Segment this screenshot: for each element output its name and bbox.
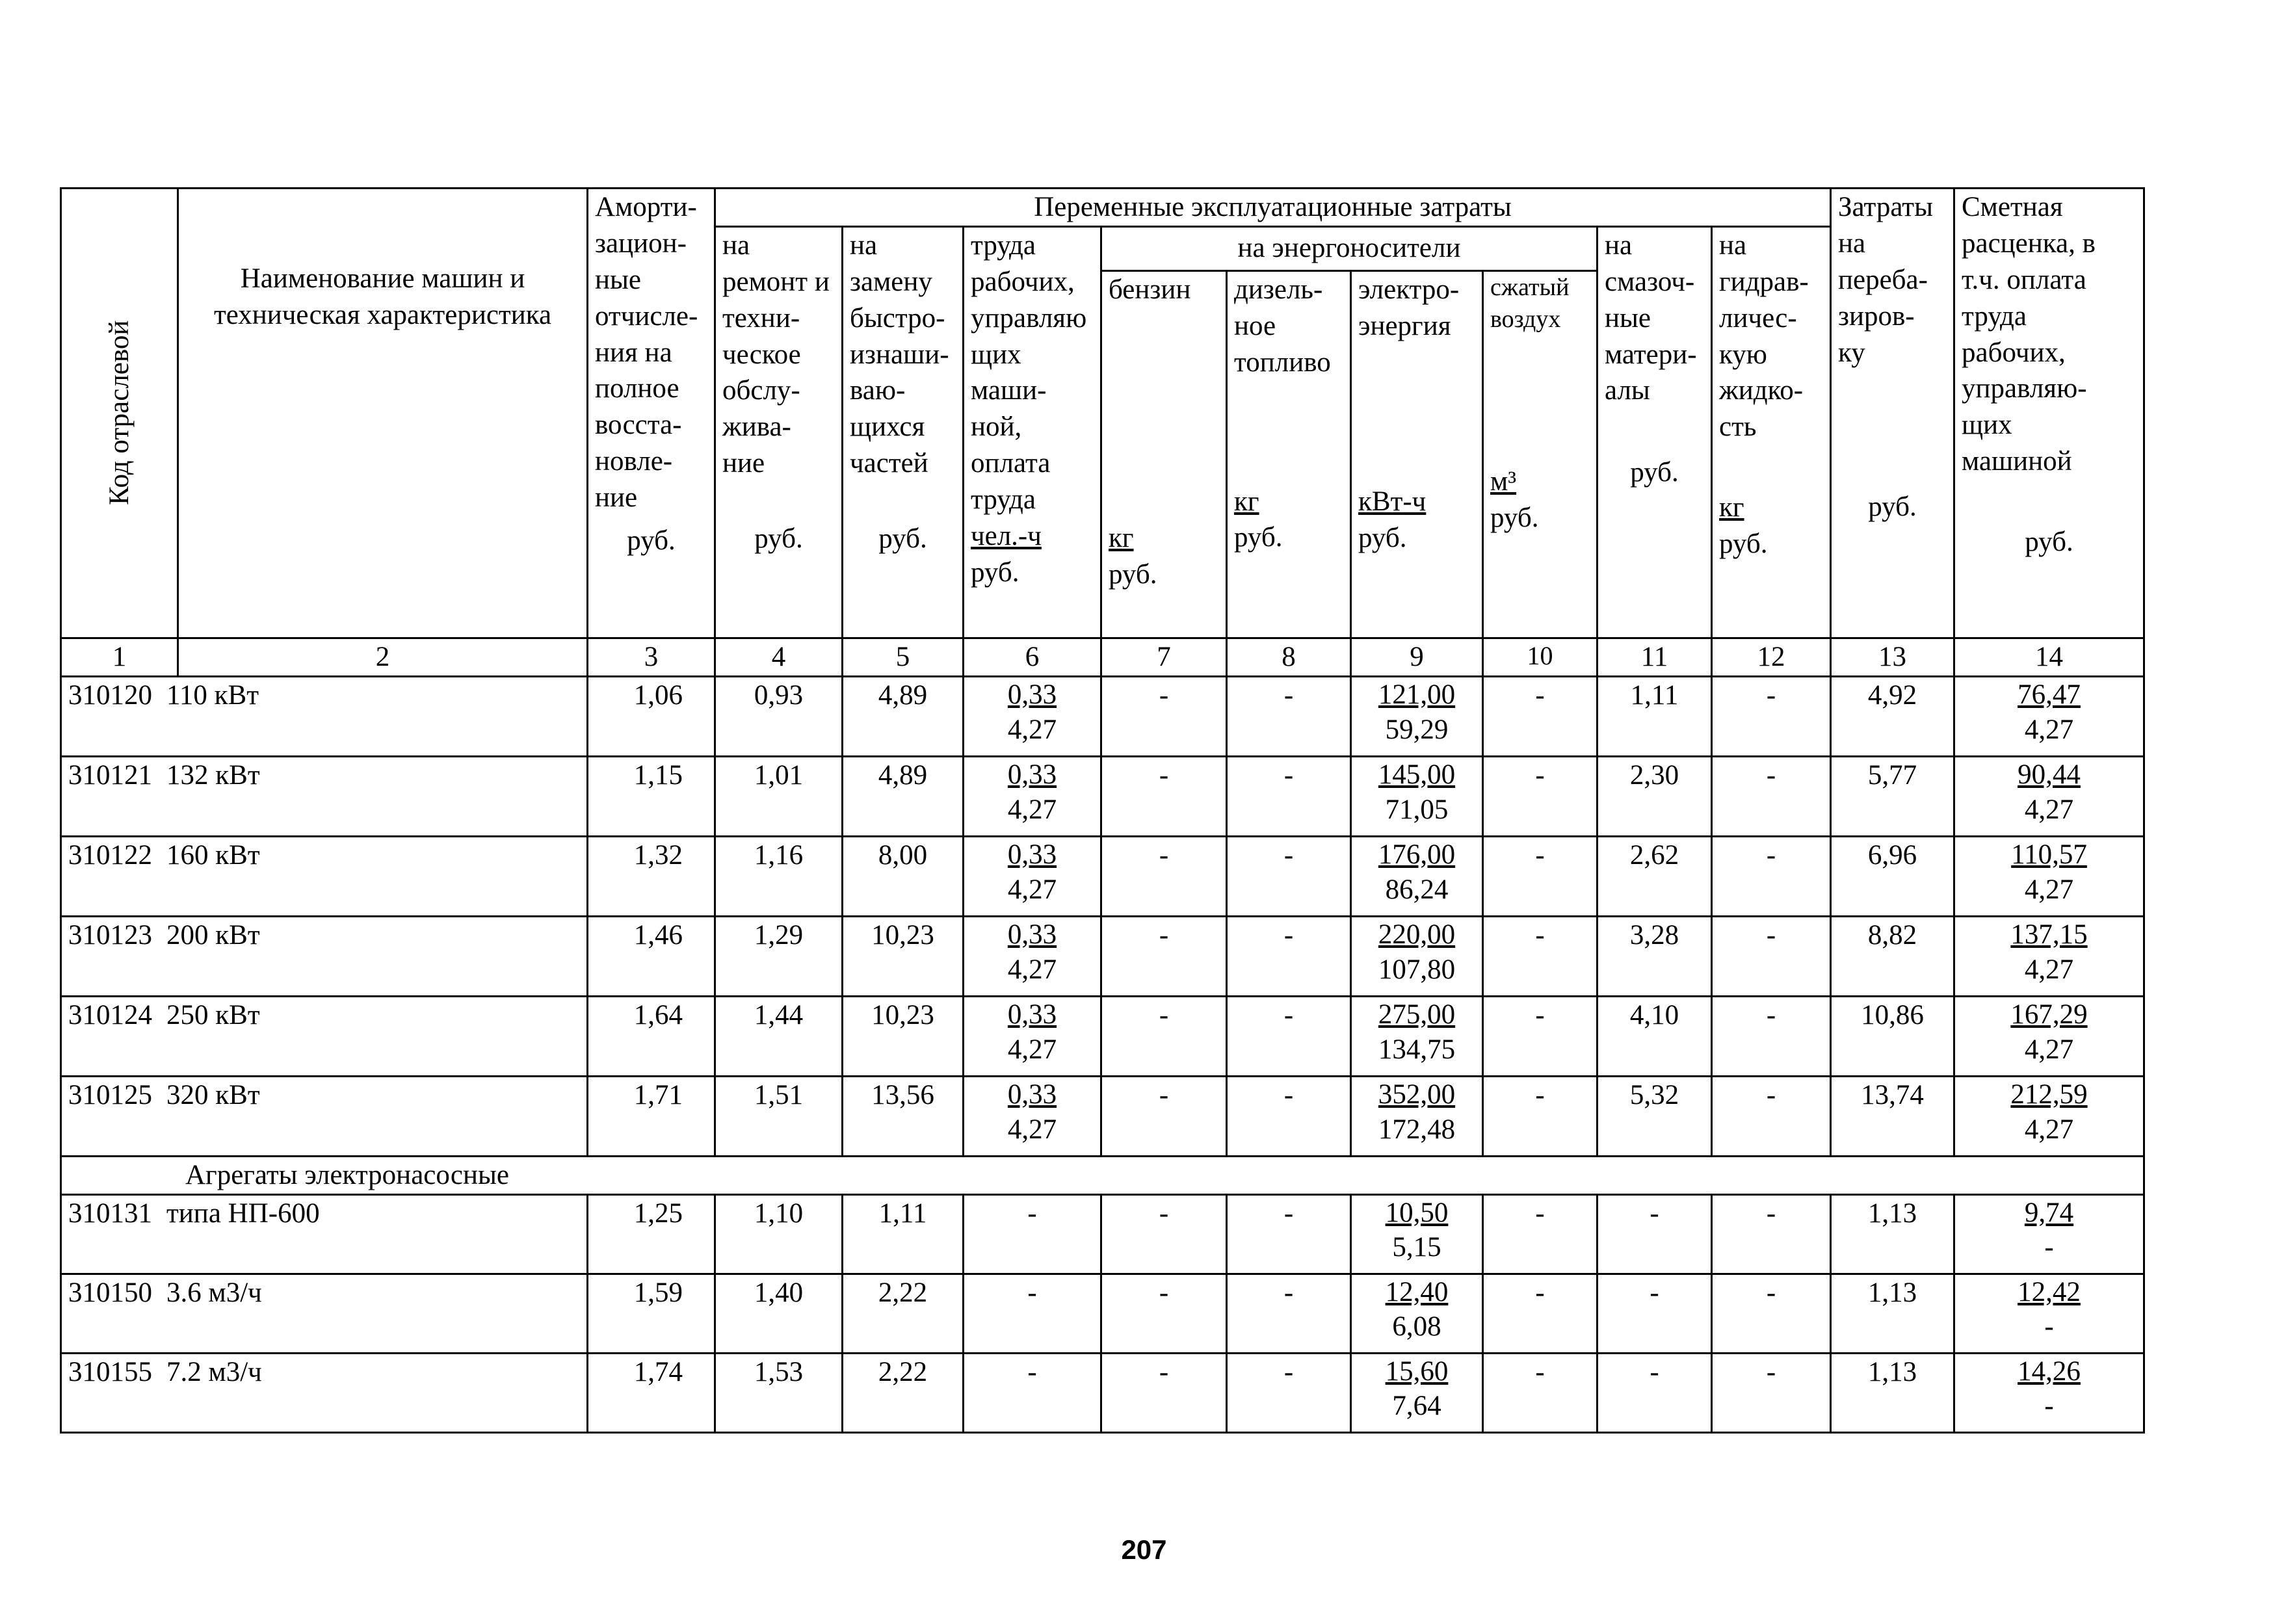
air-value: - xyxy=(1483,996,1598,1076)
header-parts: на замену быстро- изнаши- ваю- щихся частей руб. xyxy=(843,226,964,638)
labor-value: - xyxy=(964,1353,1101,1432)
air-value: - xyxy=(1483,836,1598,916)
table-row xyxy=(61,676,2144,756)
header-air: сжатый воздух м³ руб. xyxy=(1483,270,1598,638)
petrol-value: - xyxy=(1101,916,1227,996)
labor-value: $\frac{0,33}{4,27}$ xyxy=(1007,679,1057,745)
parts-value: 2,22 xyxy=(843,1353,964,1432)
hydraulic-value: - xyxy=(1712,916,1831,996)
hydraulic-value: - xyxy=(1712,756,1831,836)
petrol-value: - xyxy=(1101,676,1227,756)
rate-value: $\frac{212,59}{4,27}$ xyxy=(2010,1079,2088,1145)
labor-cell xyxy=(964,1076,1101,1156)
hydraulic-value: - xyxy=(1712,1076,1831,1156)
header-name: Наименование машин и техническая характеристика xyxy=(178,189,588,638)
electric-value: $\frac{220,00}{107,80}$ xyxy=(1378,919,1456,985)
machine-name: 110 кВт xyxy=(166,679,259,711)
relocation-value: 1,13 xyxy=(1831,1353,1954,1432)
labor-cell xyxy=(964,756,1101,836)
diesel-value: - xyxy=(1227,1274,1351,1353)
rate-cell xyxy=(1954,1076,2144,1156)
relocation-value: 6,96 xyxy=(1831,836,1954,916)
header-hydraulic: на гидрав- личес- кую жидко- сть кг руб. xyxy=(1712,226,1831,638)
electric-cell xyxy=(1351,1076,1483,1156)
rate-value: $\frac{167,29}{4,27}$ xyxy=(2010,999,2088,1065)
amort-value: 1,06 xyxy=(588,676,715,756)
relocation-value: 10,86 xyxy=(1831,996,1954,1076)
rate-cell xyxy=(1954,916,2144,996)
lube-value: 2,30 xyxy=(1598,756,1712,836)
rate-value: $\frac{12,42}{-}$ xyxy=(2018,1276,2081,1342)
machine-cell xyxy=(61,836,588,916)
table-row xyxy=(61,756,2144,836)
repair-value: 1,51 xyxy=(715,1076,843,1156)
hydraulic-value: - xyxy=(1712,676,1831,756)
diesel-value: - xyxy=(1227,676,1351,756)
rate-value: $\frac{76,47}{4,27}$ xyxy=(2018,679,2081,745)
machine-cell xyxy=(61,996,588,1076)
rate-cell xyxy=(1954,836,2144,916)
hydraulic-value: - xyxy=(1712,1274,1831,1353)
rate-value: $\frac{9,74}{-}$ xyxy=(2024,1197,2074,1263)
lube-value: - xyxy=(1598,1274,1712,1353)
petrol-value: - xyxy=(1101,996,1227,1076)
repair-value: 1,44 xyxy=(715,996,843,1076)
parts-value: 2,22 xyxy=(843,1274,964,1353)
relocation-value: 8,82 xyxy=(1831,916,1954,996)
machine-cell xyxy=(61,1274,588,1353)
hydraulic-value: - xyxy=(1712,996,1831,1076)
machine-name: типа НП-600 xyxy=(166,1198,320,1229)
hydraulic-value: - xyxy=(1712,1194,1831,1274)
electric-value: $\frac{275,00}{134,75}$ xyxy=(1378,999,1456,1065)
hydraulic-value: - xyxy=(1712,836,1831,916)
rate-value: $\frac{137,15}{4,27}$ xyxy=(2010,919,2088,985)
section-row xyxy=(61,1156,2144,1194)
diesel-value: - xyxy=(1227,756,1351,836)
machine-code: 310131 xyxy=(68,1198,152,1229)
machine-cell xyxy=(61,1194,588,1274)
rates-table xyxy=(60,187,2145,1434)
repair-value: 1,10 xyxy=(715,1194,843,1274)
relocation-value: 1,13 xyxy=(1831,1194,1954,1274)
diesel-value: - xyxy=(1227,916,1351,996)
machine-code: 310123 xyxy=(68,919,152,950)
diesel-value: - xyxy=(1227,996,1351,1076)
electric-cell xyxy=(1351,676,1483,756)
amort-value: 1,15 xyxy=(588,756,715,836)
table-row xyxy=(61,1076,2144,1156)
rate-value: $\frac{90,44}{4,27}$ xyxy=(2018,759,2081,825)
electric-cell xyxy=(1351,1274,1483,1353)
rate-cell xyxy=(1954,756,2144,836)
repair-value: 1,29 xyxy=(715,916,843,996)
petrol-value: - xyxy=(1101,1353,1227,1432)
parts-value: 13,56 xyxy=(843,1076,964,1156)
header-repair: на ремонт и техни- ческое обслу- жива- ние руб. xyxy=(715,226,843,638)
header-variable-costs: Переменные эксплуатационные затраты xyxy=(715,189,1831,227)
header-lube: на смазоч- ные матери- алы руб. xyxy=(1598,226,1712,638)
electric-value: $\frac{145,00}{71,05}$ xyxy=(1378,759,1456,825)
electric-value: $\frac{10,50}{5,15}$ xyxy=(1385,1197,1449,1263)
petrol-value: - xyxy=(1101,836,1227,916)
table-row xyxy=(61,1353,2144,1432)
parts-value: 8,00 xyxy=(843,836,964,916)
machine-code: 310150 xyxy=(68,1277,152,1308)
rate-value: $\frac{14,26}{-}$ xyxy=(2018,1356,2081,1422)
rate-cell xyxy=(1954,1194,2144,1274)
amort-value: 1,59 xyxy=(588,1274,715,1353)
machine-code: 310125 xyxy=(68,1079,152,1110)
labor-value: - xyxy=(964,1274,1101,1353)
column-numbers-row: 1 2 3 4 5 6 7 8 9 10 11 12 13 14 xyxy=(61,638,2144,676)
rate-cell xyxy=(1954,996,2144,1076)
machine-code: 310155 xyxy=(68,1356,152,1387)
table-row xyxy=(61,916,2144,996)
air-value: - xyxy=(1483,1076,1598,1156)
relocation-value: 4,92 xyxy=(1831,676,1954,756)
electric-cell xyxy=(1351,836,1483,916)
diesel-value: - xyxy=(1227,836,1351,916)
rate-cell xyxy=(1954,1353,2144,1432)
petrol-value: - xyxy=(1101,756,1227,836)
petrol-value: - xyxy=(1101,1194,1227,1274)
rate-value: $\frac{110,57}{4,27}$ xyxy=(2011,839,2087,905)
labor-value: $\frac{0,33}{4,27}$ xyxy=(1007,919,1057,985)
rate-cell xyxy=(1954,1274,2144,1353)
electric-value: $\frac{121,00}{59,29}$ xyxy=(1378,679,1456,745)
electric-value: $\frac{352,00}{172,48}$ xyxy=(1378,1079,1456,1145)
machine-name: 250 кВт xyxy=(166,999,260,1030)
amort-value: 1,74 xyxy=(588,1353,715,1432)
electric-cell xyxy=(1351,1194,1483,1274)
diesel-value: - xyxy=(1227,1076,1351,1156)
machine-cell xyxy=(61,916,588,996)
rate-cell xyxy=(1954,676,2144,756)
table-row xyxy=(61,1194,2144,1274)
machine-cell xyxy=(61,756,588,836)
header-amort: Аморти- зацион- ные отчисле- ния на полное восста- новле- ние руб. xyxy=(588,189,715,638)
labor-cell xyxy=(964,676,1101,756)
electric-cell xyxy=(1351,756,1483,836)
amort-value: 1,32 xyxy=(588,836,715,916)
lube-value: 3,28 xyxy=(1598,916,1712,996)
lube-value: 5,32 xyxy=(1598,1076,1712,1156)
repair-value: 1,01 xyxy=(715,756,843,836)
machine-name: 132 кВт xyxy=(166,759,260,791)
labor-value: $\frac{0,33}{4,27}$ xyxy=(1007,759,1057,825)
petrol-value: - xyxy=(1101,1274,1227,1353)
labor-value: - xyxy=(964,1194,1101,1274)
amort-value: 1,64 xyxy=(588,996,715,1076)
parts-value: 4,89 xyxy=(843,756,964,836)
repair-value: 0,93 xyxy=(715,676,843,756)
machine-code: 310120 xyxy=(68,679,152,711)
machine-name: 320 кВт xyxy=(166,1079,260,1110)
machine-name: 7.2 м3/ч xyxy=(166,1356,262,1387)
machine-code: 310124 xyxy=(68,999,152,1030)
lube-value: - xyxy=(1598,1353,1712,1432)
labor-value: $\frac{0,33}{4,27}$ xyxy=(1007,999,1057,1065)
amort-value: 1,71 xyxy=(588,1076,715,1156)
table-row xyxy=(61,836,2144,916)
machine-cell xyxy=(61,676,588,756)
electric-value: $\frac{176,00}{86,24}$ xyxy=(1378,839,1456,905)
petrol-value: - xyxy=(1101,1076,1227,1156)
air-value: - xyxy=(1483,756,1598,836)
parts-value: 10,23 xyxy=(843,916,964,996)
lube-value: - xyxy=(1598,1194,1712,1274)
header-diesel: дизель- ное топливо кг руб. xyxy=(1227,270,1351,638)
repair-value: 1,53 xyxy=(715,1353,843,1432)
lube-value: 2,62 xyxy=(1598,836,1712,916)
lube-value: 4,10 xyxy=(1598,996,1712,1076)
electric-value: $\frac{12,40}{6,08}$ xyxy=(1385,1276,1449,1342)
air-value: - xyxy=(1483,1353,1598,1432)
header-petrol: бензин кг руб. xyxy=(1101,270,1227,638)
relocation-value: 1,13 xyxy=(1831,1274,1954,1353)
electric-cell xyxy=(1351,996,1483,1076)
electric-value: $\frac{15,60}{7,64}$ xyxy=(1385,1356,1449,1422)
electric-cell xyxy=(1351,916,1483,996)
machine-cell xyxy=(61,1076,588,1156)
relocation-value: 13,74 xyxy=(1831,1076,1954,1156)
air-value: - xyxy=(1483,1274,1598,1353)
labor-cell xyxy=(964,916,1101,996)
hydraulic-value: - xyxy=(1712,1353,1831,1432)
labor-cell xyxy=(964,996,1101,1076)
amort-value: 1,46 xyxy=(588,916,715,996)
repair-value: 1,40 xyxy=(715,1274,843,1353)
header-electric: электро- энергия кВт-ч руб. xyxy=(1351,270,1483,638)
header-code: Код отраслевой xyxy=(61,189,178,638)
amort-value: 1,25 xyxy=(588,1194,715,1274)
labor-cell xyxy=(964,836,1101,916)
section-title: Агрегаты электронасосные xyxy=(61,1156,2144,1194)
air-value: - xyxy=(1483,676,1598,756)
parts-value: 4,89 xyxy=(843,676,964,756)
electric-cell xyxy=(1351,1353,1483,1432)
parts-value: 10,23 xyxy=(843,996,964,1076)
header-rate: Сметная расценка, в т.ч. оплата труда рабочих, управляю- щих машиной руб. xyxy=(1954,189,2144,638)
machine-code: 310121 xyxy=(68,759,152,791)
table-row xyxy=(61,1274,2144,1353)
air-value: - xyxy=(1483,916,1598,996)
parts-value: 1,11 xyxy=(843,1194,964,1274)
header-energy: на энергоносители xyxy=(1101,226,1598,270)
header-labor: труда рабочих, управляю щих маши- ной, оплата труда чел.-ч руб. xyxy=(964,226,1101,638)
table-row xyxy=(61,996,2144,1076)
labor-value: $\frac{0,33}{4,27}$ xyxy=(1007,839,1057,905)
header-relocation: Затраты на переба- зиров- ку руб. xyxy=(1831,189,1954,638)
machine-name: 200 кВт xyxy=(166,919,260,950)
diesel-value: - xyxy=(1227,1194,1351,1274)
air-value: - xyxy=(1483,1194,1598,1274)
diesel-value: - xyxy=(1227,1353,1351,1432)
labor-value: $\frac{0,33}{4,27}$ xyxy=(1007,1079,1057,1145)
repair-value: 1,16 xyxy=(715,836,843,916)
relocation-value: 5,77 xyxy=(1831,756,1954,836)
machine-name: 160 кВт xyxy=(166,839,260,871)
machine-name: 3.6 м3/ч xyxy=(166,1277,262,1308)
page-number: 207 xyxy=(1121,1534,1167,1565)
machine-code: 310122 xyxy=(68,839,152,871)
machine-cell xyxy=(61,1353,588,1432)
lube-value: 1,11 xyxy=(1598,676,1712,756)
